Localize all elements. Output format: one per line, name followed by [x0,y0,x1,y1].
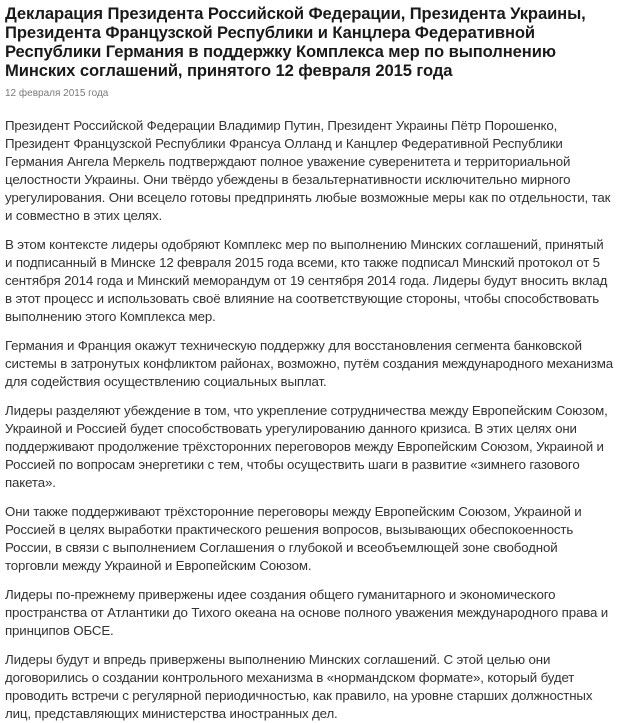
paragraph: Они также поддерживают трёхсторонние переговоры между Европейским Союзом, Украиной и Россией в целях выработки практического решения вопросов, вызывающих обеспокоенность России, в связи с выполнением Соглашения о глубокой и всеобъемлющей зоне свободной торговли между Украиной и Европейским Союзом. [5,504,582,573]
paragraph: В этом контексте лидеры одобряют Комплекс мер по выполнению Минских соглашений, принятый и подписанный в Минске 12 февраля 2015 года всеми, кто также подписал Минский протокол от 5 сентября 2014 года и Минский меморандум от 19 сентября 2014 года. Лидеры будут вносить вклад в этот процесс и использовать своё влияние на соответствующие стороны, чтобы способствовать выполнению этого Комплекса мер. [5,237,608,324]
paragraph: Лидеры будут и впредь привержены выполнению Минских соглашений. С этой целью они договорились о создании контрольного механизма в «нормандском формате», который будет проводить встречи с регулярной периодичностью, как правило, на уровне старших должностных лиц, представляющих министерства иностранных дел. [5,652,593,721]
article-date: 12 февраля 2015 года [5,88,109,99]
article-body [5,117,614,723]
paragraph: Президент Российской Федерации Владимир Путин, Президент Украины Пётр Порошенко, Президент Французской Республики Франсуа Олланд и Канцлер Федеративной Республики Германия Ангела Меркель подтверждают полное уважение суверенитета и территориальной целостности Украины. Они твёрдо убеждены в безальтернативности исключительно мирного урегулирования. Они всецело готовы предпринять любые возможные меры как по отдельности, так и совместно в этих целях. [5,118,611,223]
article-title: Декларация Президента Российской Федерации, Президента Украины, Президента Французской Республики и Канцлера Федеративной Республики Германия в поддержку Комплекса мер по выполнению Минских соглашений, принятого 12 февраля 2015 года [5,4,586,80]
paragraph: Лидеры по-прежнему привержены идее создания общего гуманитарного и экономического пространства от Атлантики до Тихого океана на основе полного уважения международного права и принципов ОБСЕ. [5,587,609,638]
paragraph: Германия и Франция окажут техническую поддержку для восстановления сегмента банковской системы в затронутых конфликтом районах, возможно, путём создания международного механизма для содействия осуществлению социальных выплат. [5,338,613,389]
paragraph: Лидеры разделяют убеждение в том, что укрепление сотрудничества между Европейским Союзом, Украиной и Россией будет способствовать урегулированию данного кризиса. В этих целях они поддерживают продолжение трёхсторонних переговоров между Европейским Союзом, Украиной и Россией по вопросам энергетики с тем, чтобы осуществить шаги в развитие «зимнего газового пакета». [5,403,608,490]
